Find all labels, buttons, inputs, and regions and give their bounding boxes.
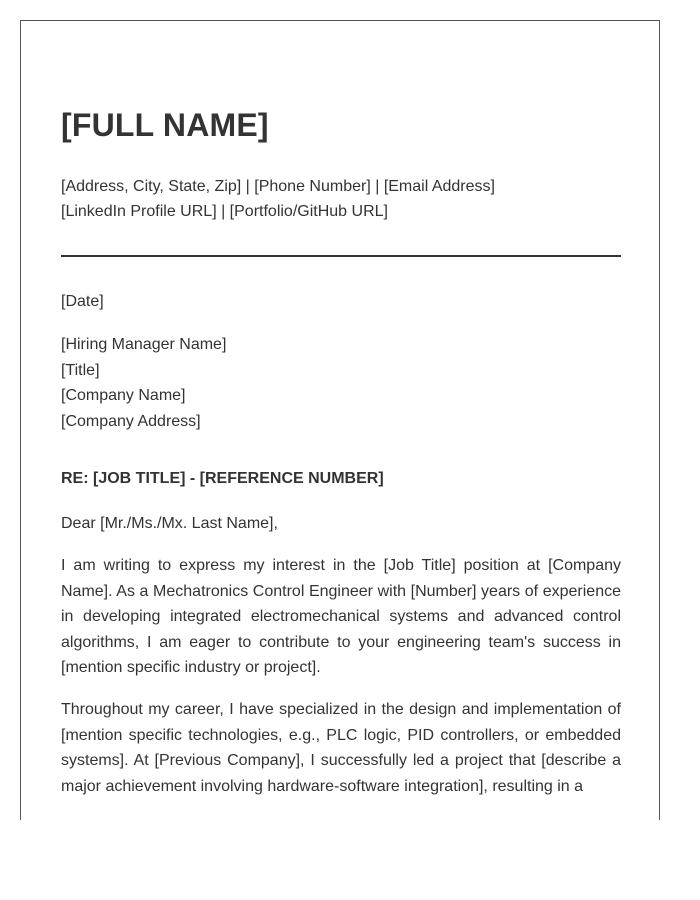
salutation: Dear [Mr./Ms./Mx. Last Name], [61,515,278,532]
recipient-company: [Company Name] [61,387,186,405]
letter-date: [Date] [61,293,104,310]
recipient-title: [Title] [61,361,100,379]
recipient-address: [Company Address] [61,412,201,430]
subject-line: RE: [JOB TITLE] - [REFERENCE NUMBER] [61,470,384,487]
body-paragraph-1: I am writing to express my interest in the [Job Title] position at [Company Name]. As a Mechatronics Control Engineer with [Number] years of experience in developing integrated electromechanical systems and advanced control algorithms, I am eager to contribute to your engineering team's success in [mention specific industry or project]. [61,557,621,677]
full-name-heading: [FULL NAME] [61,107,269,143]
recipient-block [61,332,226,434]
contact-block [61,174,495,224]
recipient-name: [Hiring Manager Name] [61,336,227,353]
letter-page [20,20,660,820]
contact-line-address-phone-email: [Address, City, State, Zip] | [Phone Number] | [Email Address] [61,178,495,195]
body-paragraph-2: Throughout my career, I have specialized in the design and implementation of [mention specific technologies, e.g., PLC logic, PID controllers, or embedded systems]. At [Previous Company], I successfully led a project that [describe a major achievement involving hardware-software integration], resulting in a [61,701,621,795]
contact-line-linkedin-portfolio: [LinkedIn Profile URL] | [Portfolio/GitHub URL] [61,203,388,220]
header-divider [61,255,621,257]
